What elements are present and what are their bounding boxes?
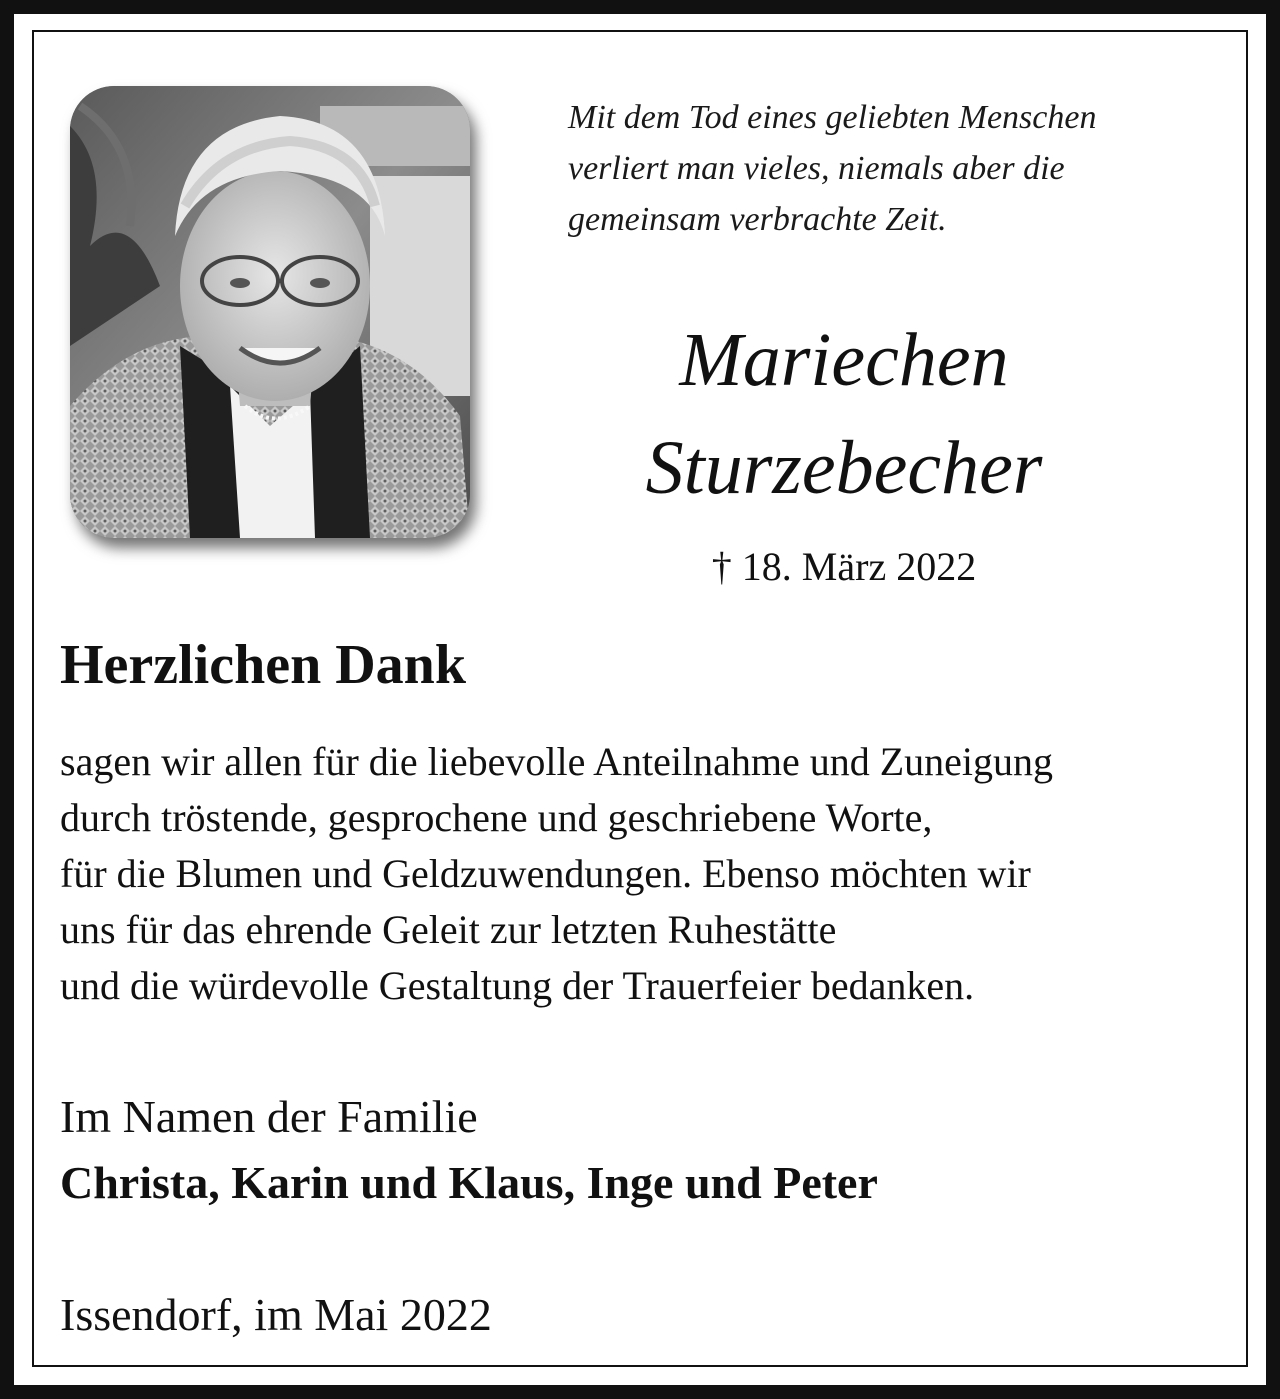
quote-line: gemeinsam verbrachte Zeit.	[568, 201, 947, 238]
quote-line: Mit dem Tod eines geliebten Menschen	[568, 99, 1097, 136]
body-line: durch tröstende, gesprochene und geschriebene Worte,	[60, 795, 933, 840]
death-date-line	[534, 542, 1154, 592]
signature-intro: Im Namen der Familie	[60, 1091, 478, 1142]
portrait-photo-icon	[70, 86, 470, 538]
death-date: 18. März 2022	[741, 544, 977, 589]
portrait-photo	[70, 86, 470, 538]
quote-line: verliert man vieles, niemals aber die	[568, 150, 1065, 187]
thanks-heading: Herzlichen Dank	[60, 634, 466, 696]
body-line: und die würdevolle Gestaltung der Trauerfeier bedanken.	[60, 963, 975, 1008]
place-date: Issendorf, im Mai 2022	[60, 1289, 492, 1340]
thanks-body	[60, 734, 1260, 1014]
memorial-quote	[568, 92, 1268, 245]
body-line: sagen wir allen für die liebevolle Anteilnahme und Zuneigung	[60, 739, 1054, 784]
deceased-last-name: Sturzebecher	[645, 426, 1043, 510]
cross-icon: †	[711, 544, 732, 589]
deceased-first-name: Mariechen	[679, 318, 1009, 402]
signature-names: Christa, Karin und Klaus, Inge und Peter	[60, 1157, 878, 1208]
body-line: uns für das ehrende Geleit zur letzten Ruhestätte	[60, 907, 837, 952]
body-line: für die Blumen und Geldzuwendungen. Ebenso möchten wir	[60, 851, 1031, 896]
